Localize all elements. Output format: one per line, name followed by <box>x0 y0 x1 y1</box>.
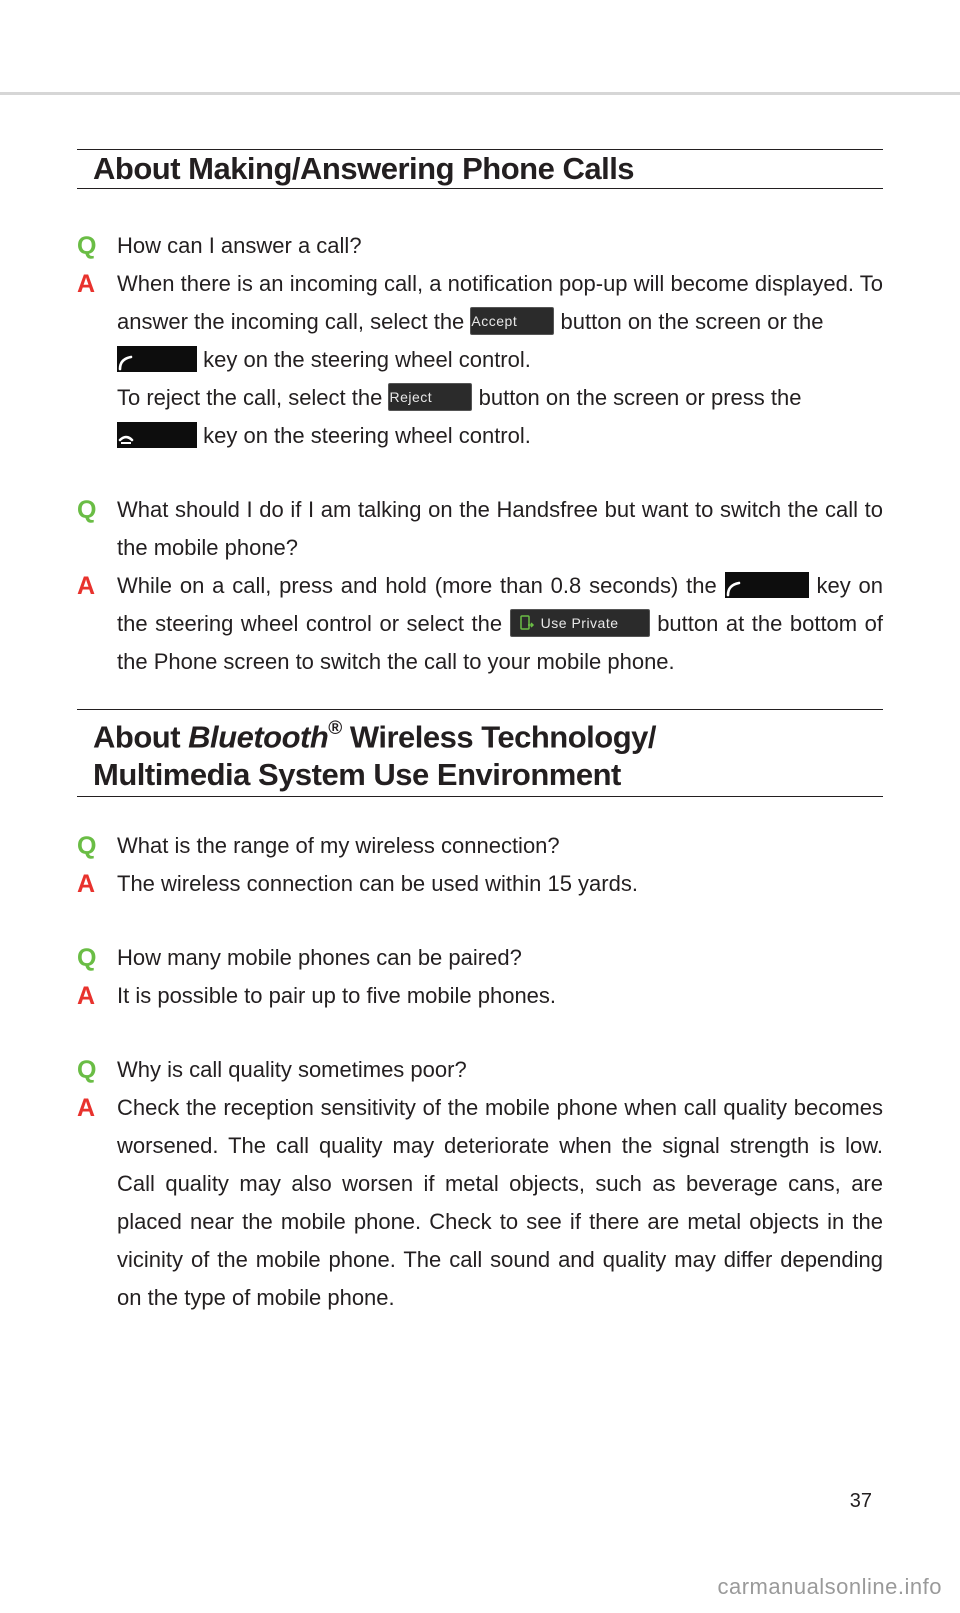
q-marker: Q <box>77 496 97 524</box>
answer-continued: To reject the call, select the Reject button on the screen or press the key on the steering wheel control. <box>117 385 802 448</box>
a-marker: A <box>77 870 96 898</box>
use-private-button[interactable]: Use Private <box>510 609 650 637</box>
qa-wireless-range <box>77 827 883 903</box>
answer: A The wireless connection can be used within 15 yards. <box>77 865 883 903</box>
question: Q How many mobile phones can be paired? <box>77 939 883 977</box>
question: Q Why is call quality sometimes poor? <box>77 1051 883 1089</box>
answer: A It is possible to pair up to five mobile phones. <box>77 977 883 1015</box>
qa-paired-phones <box>77 939 883 1015</box>
reject-button[interactable]: Reject <box>388 383 472 411</box>
section-heading-phone-calls: About Making/Answering Phone Calls <box>77 149 883 189</box>
a-marker: A <box>77 1094 96 1122</box>
q-marker: Q <box>77 832 97 860</box>
call-key-icon <box>725 572 809 598</box>
a-marker: A <box>77 270 96 298</box>
header-rule <box>0 92 960 95</box>
q-marker: Q <box>77 944 97 972</box>
qa-switch-call <box>77 491 883 681</box>
accept-button[interactable]: Accept <box>470 307 554 335</box>
a-marker: A <box>77 572 96 600</box>
question: Q How can I answer a call? <box>77 227 883 265</box>
q-marker: Q <box>77 232 97 260</box>
section-heading-bluetooth: About Bluetooth® Wireless Technology/ Multimedia System Use Environment <box>77 709 883 797</box>
end-call-key-icon <box>117 422 197 448</box>
question: Q What is the range of my wireless connection? <box>77 827 883 865</box>
phone-transfer-icon <box>519 615 535 631</box>
page-number: 37 <box>849 1490 872 1512</box>
answer: A While on a call, press and hold (more than 0.8 seconds) the key on the steering wheel control or select the Use Private button at the bottom of the Phone screen to switch the call to your mobile phone. <box>77 567 883 681</box>
answer: A When there is an incoming call, a notification pop-up will become displayed. To answer the incoming call, select the Accept button on the screen or the key on the steering wheel control. <box>77 265 883 379</box>
question: Q What should I do if I am talking on the Handsfree but want to switch the call to the mobile phone? <box>77 491 883 567</box>
qa-call-quality <box>77 1051 883 1317</box>
qa-answer-call <box>77 227 883 455</box>
call-key-icon <box>117 346 197 372</box>
a-marker: A <box>77 982 96 1010</box>
watermark: carmanualsonline.info <box>717 1574 942 1599</box>
q-marker: Q <box>77 1056 97 1084</box>
answer: A Check the reception sensitivity of the mobile phone when call quality becomes worsened. The call quality may deteriorate when the signal strength is low. Call quality may also worsen if metal objects, such as beverage cans, are placed near the mobile phone. Check to see if there are metal objects in the vicinity of the mobile phone. The call sound and quality may differ depending on the type of mobile phone. <box>77 1089 883 1317</box>
